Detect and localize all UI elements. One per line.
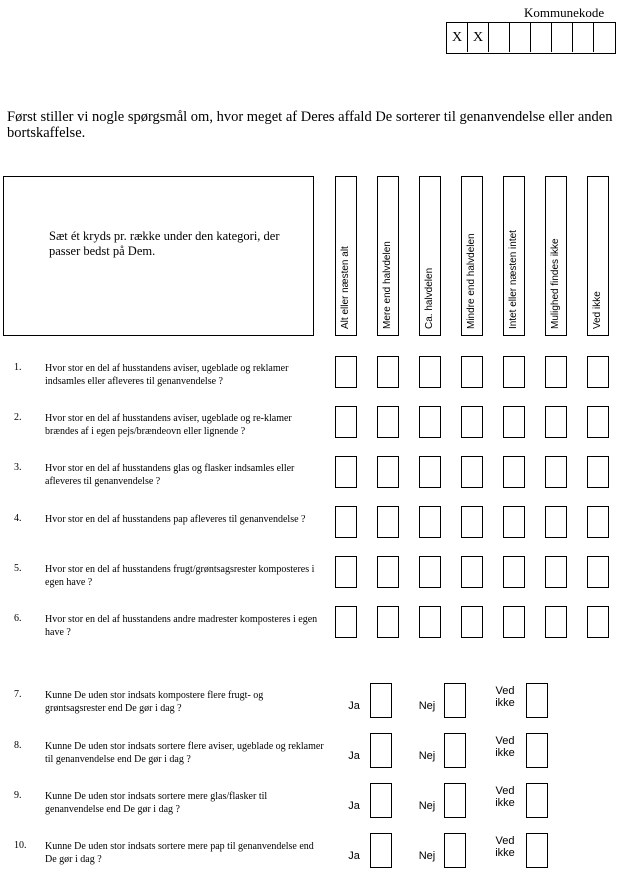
question-text: Kunne De uden stor indsats sortere flere aviser, ugeblade og reklamer til genanvendelse end De gør i dag ?: [45, 741, 324, 765]
answer-checkbox-ja[interactable]: [370, 783, 392, 818]
instruction-text: Sæt ét kryds pr. række under den kategori, der passer bedst på Dem.: [49, 229, 280, 258]
kommunekode-cell[interactable]: [552, 23, 573, 52]
answer-checkbox-ja[interactable]: [370, 833, 392, 868]
question-text: Hvor stor en del af husstandens aviser, ugeblade og re-klamer brændes af i egen pejs/brændeovn eller lignende ?: [45, 413, 292, 437]
question-number: 6.: [14, 613, 22, 624]
answer-checkbox[interactable]: [461, 606, 483, 638]
answer-checkbox-nej[interactable]: [444, 733, 466, 768]
kommunekode-cell[interactable]: [531, 23, 552, 52]
answer-checkbox[interactable]: [335, 606, 357, 638]
column-header: [545, 176, 567, 336]
answer-checkbox[interactable]: [587, 406, 609, 438]
answer-checkbox[interactable]: [587, 606, 609, 638]
answer-checkbox[interactable]: [503, 356, 525, 388]
answer-label-ja: Ja: [348, 800, 360, 812]
answer-checkbox[interactable]: [335, 556, 357, 588]
answer-label-ved-ikke: Ved ikke: [495, 735, 515, 759]
question-number: 3.: [14, 462, 22, 473]
question-number: 9.: [14, 790, 22, 801]
question-text: Hvor stor en del af husstandens glas og flasker indsamles eller afleveres til genanvendelse ?: [45, 463, 295, 487]
question-number: 4.: [14, 513, 22, 524]
answer-label-nej: Nej: [418, 800, 436, 812]
answer-checkbox[interactable]: [587, 556, 609, 588]
answer-checkbox[interactable]: [587, 506, 609, 538]
column-header: [377, 176, 399, 336]
answer-checkbox[interactable]: [377, 606, 399, 638]
question-text: Hvor stor en del af husstandens pap afleveres til genanvendelse ?: [45, 514, 306, 525]
question-number: 10.: [14, 840, 27, 851]
question-number: 1.: [14, 362, 22, 373]
column-header-label: Ved ikke: [592, 291, 603, 329]
column-header: [461, 176, 483, 336]
column-header-label: Mere end halvdelen: [382, 241, 393, 329]
column-header-label: Intet eller næsten intet: [508, 230, 519, 329]
answer-checkbox[interactable]: [587, 356, 609, 388]
answer-checkbox-ja[interactable]: [370, 683, 392, 718]
column-header-label: Alt eller næsten alt: [340, 246, 351, 329]
answer-label-ja: Ja: [348, 700, 360, 712]
answer-checkbox[interactable]: [503, 606, 525, 638]
answer-checkbox-ved-ikke[interactable]: [526, 683, 548, 718]
kommunekode-boxes: [446, 22, 616, 54]
question-text: Kunne De uden stor indsats sortere mere pap til genanvendelse end De gør i dag ?: [45, 841, 314, 865]
question-text: Kunne De uden stor indsats sortere mere glas/flasker til genanvendelse end De gør i dag ?: [45, 791, 268, 815]
answer-checkbox[interactable]: [461, 556, 483, 588]
answer-checkbox[interactable]: [545, 506, 567, 538]
answer-checkbox[interactable]: [419, 506, 441, 538]
column-header: [587, 176, 609, 336]
answer-checkbox[interactable]: [503, 406, 525, 438]
answer-checkbox[interactable]: [335, 406, 357, 438]
question-text: Hvor stor en del af husstandens aviser, ugeblade og reklamer indsamles eller afleveres til genanvendelse ?: [45, 363, 289, 387]
answer-checkbox[interactable]: [377, 456, 399, 488]
column-header: [419, 176, 441, 336]
answer-checkbox[interactable]: [419, 456, 441, 488]
kommunekode-cell[interactable]: [594, 23, 615, 52]
kommunekode-cell[interactable]: [573, 23, 594, 52]
answer-checkbox[interactable]: [503, 456, 525, 488]
answer-label-ja: Ja: [348, 750, 360, 762]
column-header-label: Ca. halvdelen: [424, 267, 435, 329]
column-header-label: Mulighed findes ikke: [550, 238, 561, 329]
answer-checkbox[interactable]: [503, 556, 525, 588]
answer-checkbox[interactable]: [587, 456, 609, 488]
answer-checkbox[interactable]: [545, 356, 567, 388]
answer-checkbox-ved-ikke[interactable]: [526, 733, 548, 768]
question-number: 7.: [14, 689, 22, 700]
answer-label-ved-ikke: Ved ikke: [495, 685, 515, 709]
answer-checkbox-nej[interactable]: [444, 683, 466, 718]
answer-label-nej: Nej: [418, 750, 436, 762]
answer-checkbox[interactable]: [335, 456, 357, 488]
answer-checkbox[interactable]: [545, 406, 567, 438]
answer-checkbox[interactable]: [461, 506, 483, 538]
answer-label-ved-ikke: Ved ikke: [495, 835, 515, 859]
kommunekode-cell[interactable]: X: [447, 23, 468, 52]
answer-checkbox[interactable]: [377, 406, 399, 438]
answer-checkbox-nej[interactable]: [444, 833, 466, 868]
answer-checkbox[interactable]: [461, 406, 483, 438]
answer-checkbox[interactable]: [419, 356, 441, 388]
answer-checkbox[interactable]: [335, 506, 357, 538]
question-number: 5.: [14, 563, 22, 574]
kommunekode-label: Kommunekode: [524, 5, 605, 20]
answer-checkbox[interactable]: [545, 456, 567, 488]
answer-label-ved-ikke: Ved ikke: [495, 785, 515, 809]
question-text: Hvor stor en del af husstandens andre madrester komposteres i egen have ?: [45, 614, 318, 638]
answer-checkbox[interactable]: [377, 556, 399, 588]
kommunekode-cell[interactable]: [510, 23, 531, 52]
answer-checkbox-nej[interactable]: [444, 783, 466, 818]
answer-checkbox[interactable]: [419, 406, 441, 438]
question-number: 8.: [14, 740, 22, 751]
answer-checkbox[interactable]: [419, 556, 441, 588]
answer-checkbox-ja[interactable]: [370, 733, 392, 768]
kommunekode-cell[interactable]: [489, 23, 510, 52]
question-text: Kunne De uden stor indsats kompostere flere frugt- og grøntsagsrester end De gør i dag ?: [45, 690, 264, 714]
answer-checkbox-ved-ikke[interactable]: [526, 833, 548, 868]
answer-checkbox[interactable]: [545, 556, 567, 588]
column-header: [503, 176, 525, 336]
answer-checkbox-ved-ikke[interactable]: [526, 783, 548, 818]
kommunekode-cell[interactable]: X: [468, 23, 489, 52]
instruction-box: [3, 176, 314, 336]
answer-checkbox[interactable]: [545, 606, 567, 638]
answer-checkbox[interactable]: [461, 356, 483, 388]
answer-checkbox[interactable]: [377, 506, 399, 538]
answer-checkbox[interactable]: [377, 356, 399, 388]
question-number: 2.: [14, 412, 22, 423]
answer-label-nej: Nej: [418, 700, 436, 712]
answer-checkbox[interactable]: [335, 356, 357, 388]
answer-checkbox[interactable]: [461, 456, 483, 488]
answer-checkbox[interactable]: [419, 606, 441, 638]
intro-text: Først stiller vi nogle spørgsmål om, hvor meget af Deres affald De sorterer til genanvendelse eller anden bortskaffelse.: [7, 109, 613, 141]
question-text: Hvor stor en del af husstandens frugt/grøntsagsrester komposteres i egen have ?: [45, 564, 315, 588]
answer-checkbox[interactable]: [503, 506, 525, 538]
column-header-label: Mindre end halvdelen: [466, 233, 477, 329]
answer-label-ja: Ja: [348, 850, 360, 862]
column-header: [335, 176, 357, 336]
answer-label-nej: Nej: [418, 850, 436, 862]
